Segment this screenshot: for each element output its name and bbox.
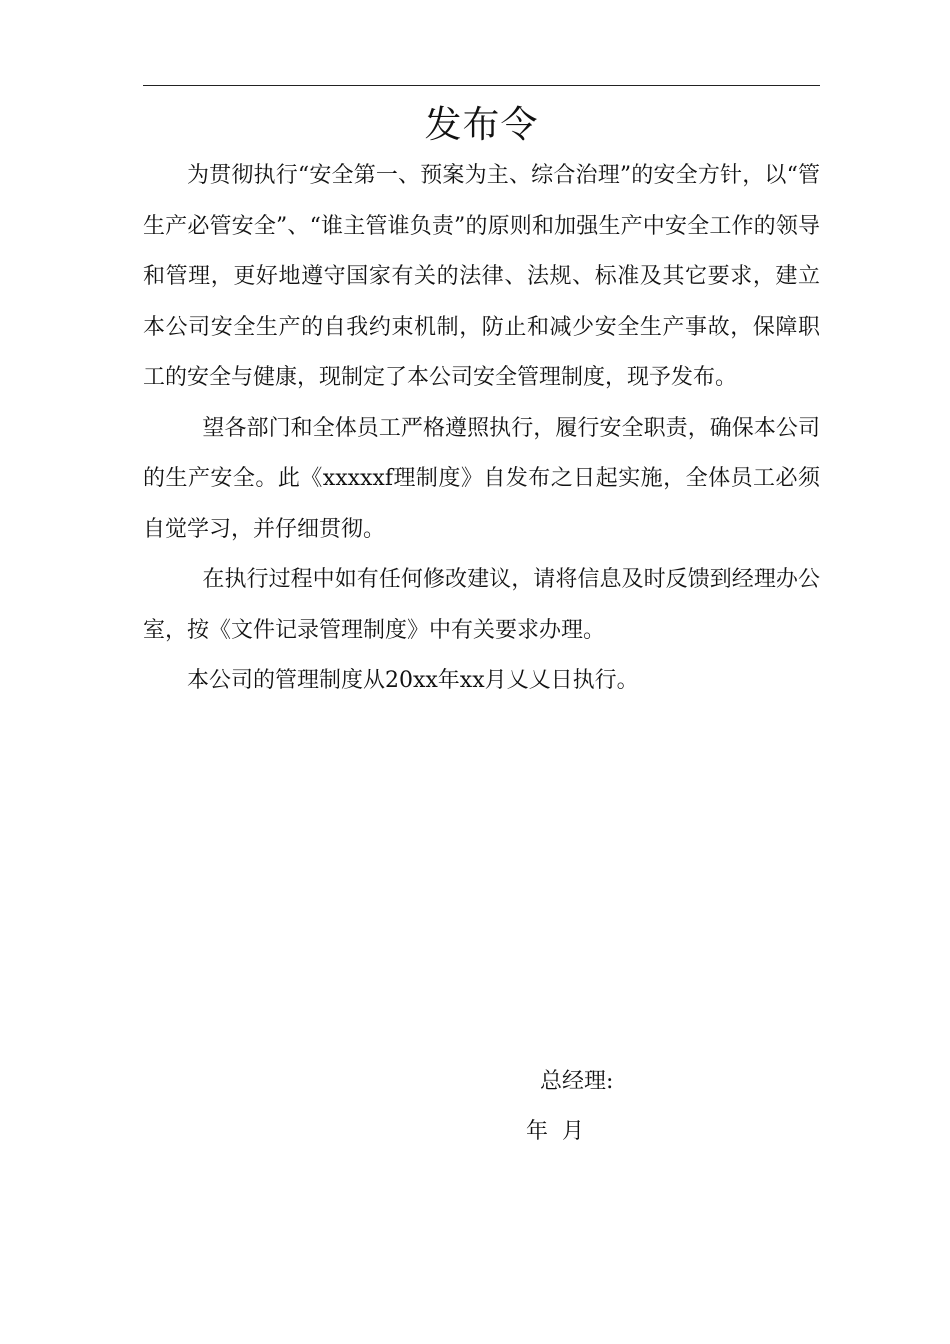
paragraph-feedback: 在执行过程中如有任何修改建议，请将信息及时反馈到经理办公室，按《文件记录管理制度》中有关要求办理。: [143, 567, 820, 643]
date-month-label: 月: [562, 1119, 585, 1144]
paragraph-effective-date: 本公司的管理制度从20xx年xx月乂乂日执行。: [187, 668, 639, 693]
paragraph-compliance: 望各部门和全体员工严格遵照执行，履行安全职责，确保本公司的生产安全。此《xxxxxf理制度》自发布之日起实施，全体员工必须自觉学习，并仔细贯彻。: [143, 415, 820, 542]
signature-date: [526, 1114, 584, 1150]
header-rule: [143, 85, 820, 86]
document-body: [143, 151, 820, 707]
signer-label: 总经理:: [540, 1069, 614, 1094]
document-title: 发布令: [424, 103, 539, 146]
date-year-label: 年: [526, 1119, 549, 1144]
paragraph-policy: 为贯彻执行“安全第一、预案为主、综合治理”的安全方针，以“管生产必管安全”、“谁主管谁负责”的原则和加强生产中安全工作的领导和管理，更好地遵守国家有关的法律、法规、标准及其它要求，建立本公司安全生产的自我约束机制，防止和减少安全生产事故，保障职工的安全与健康，现制定了本公司安全管理制度，现予发布。: [143, 163, 820, 390]
